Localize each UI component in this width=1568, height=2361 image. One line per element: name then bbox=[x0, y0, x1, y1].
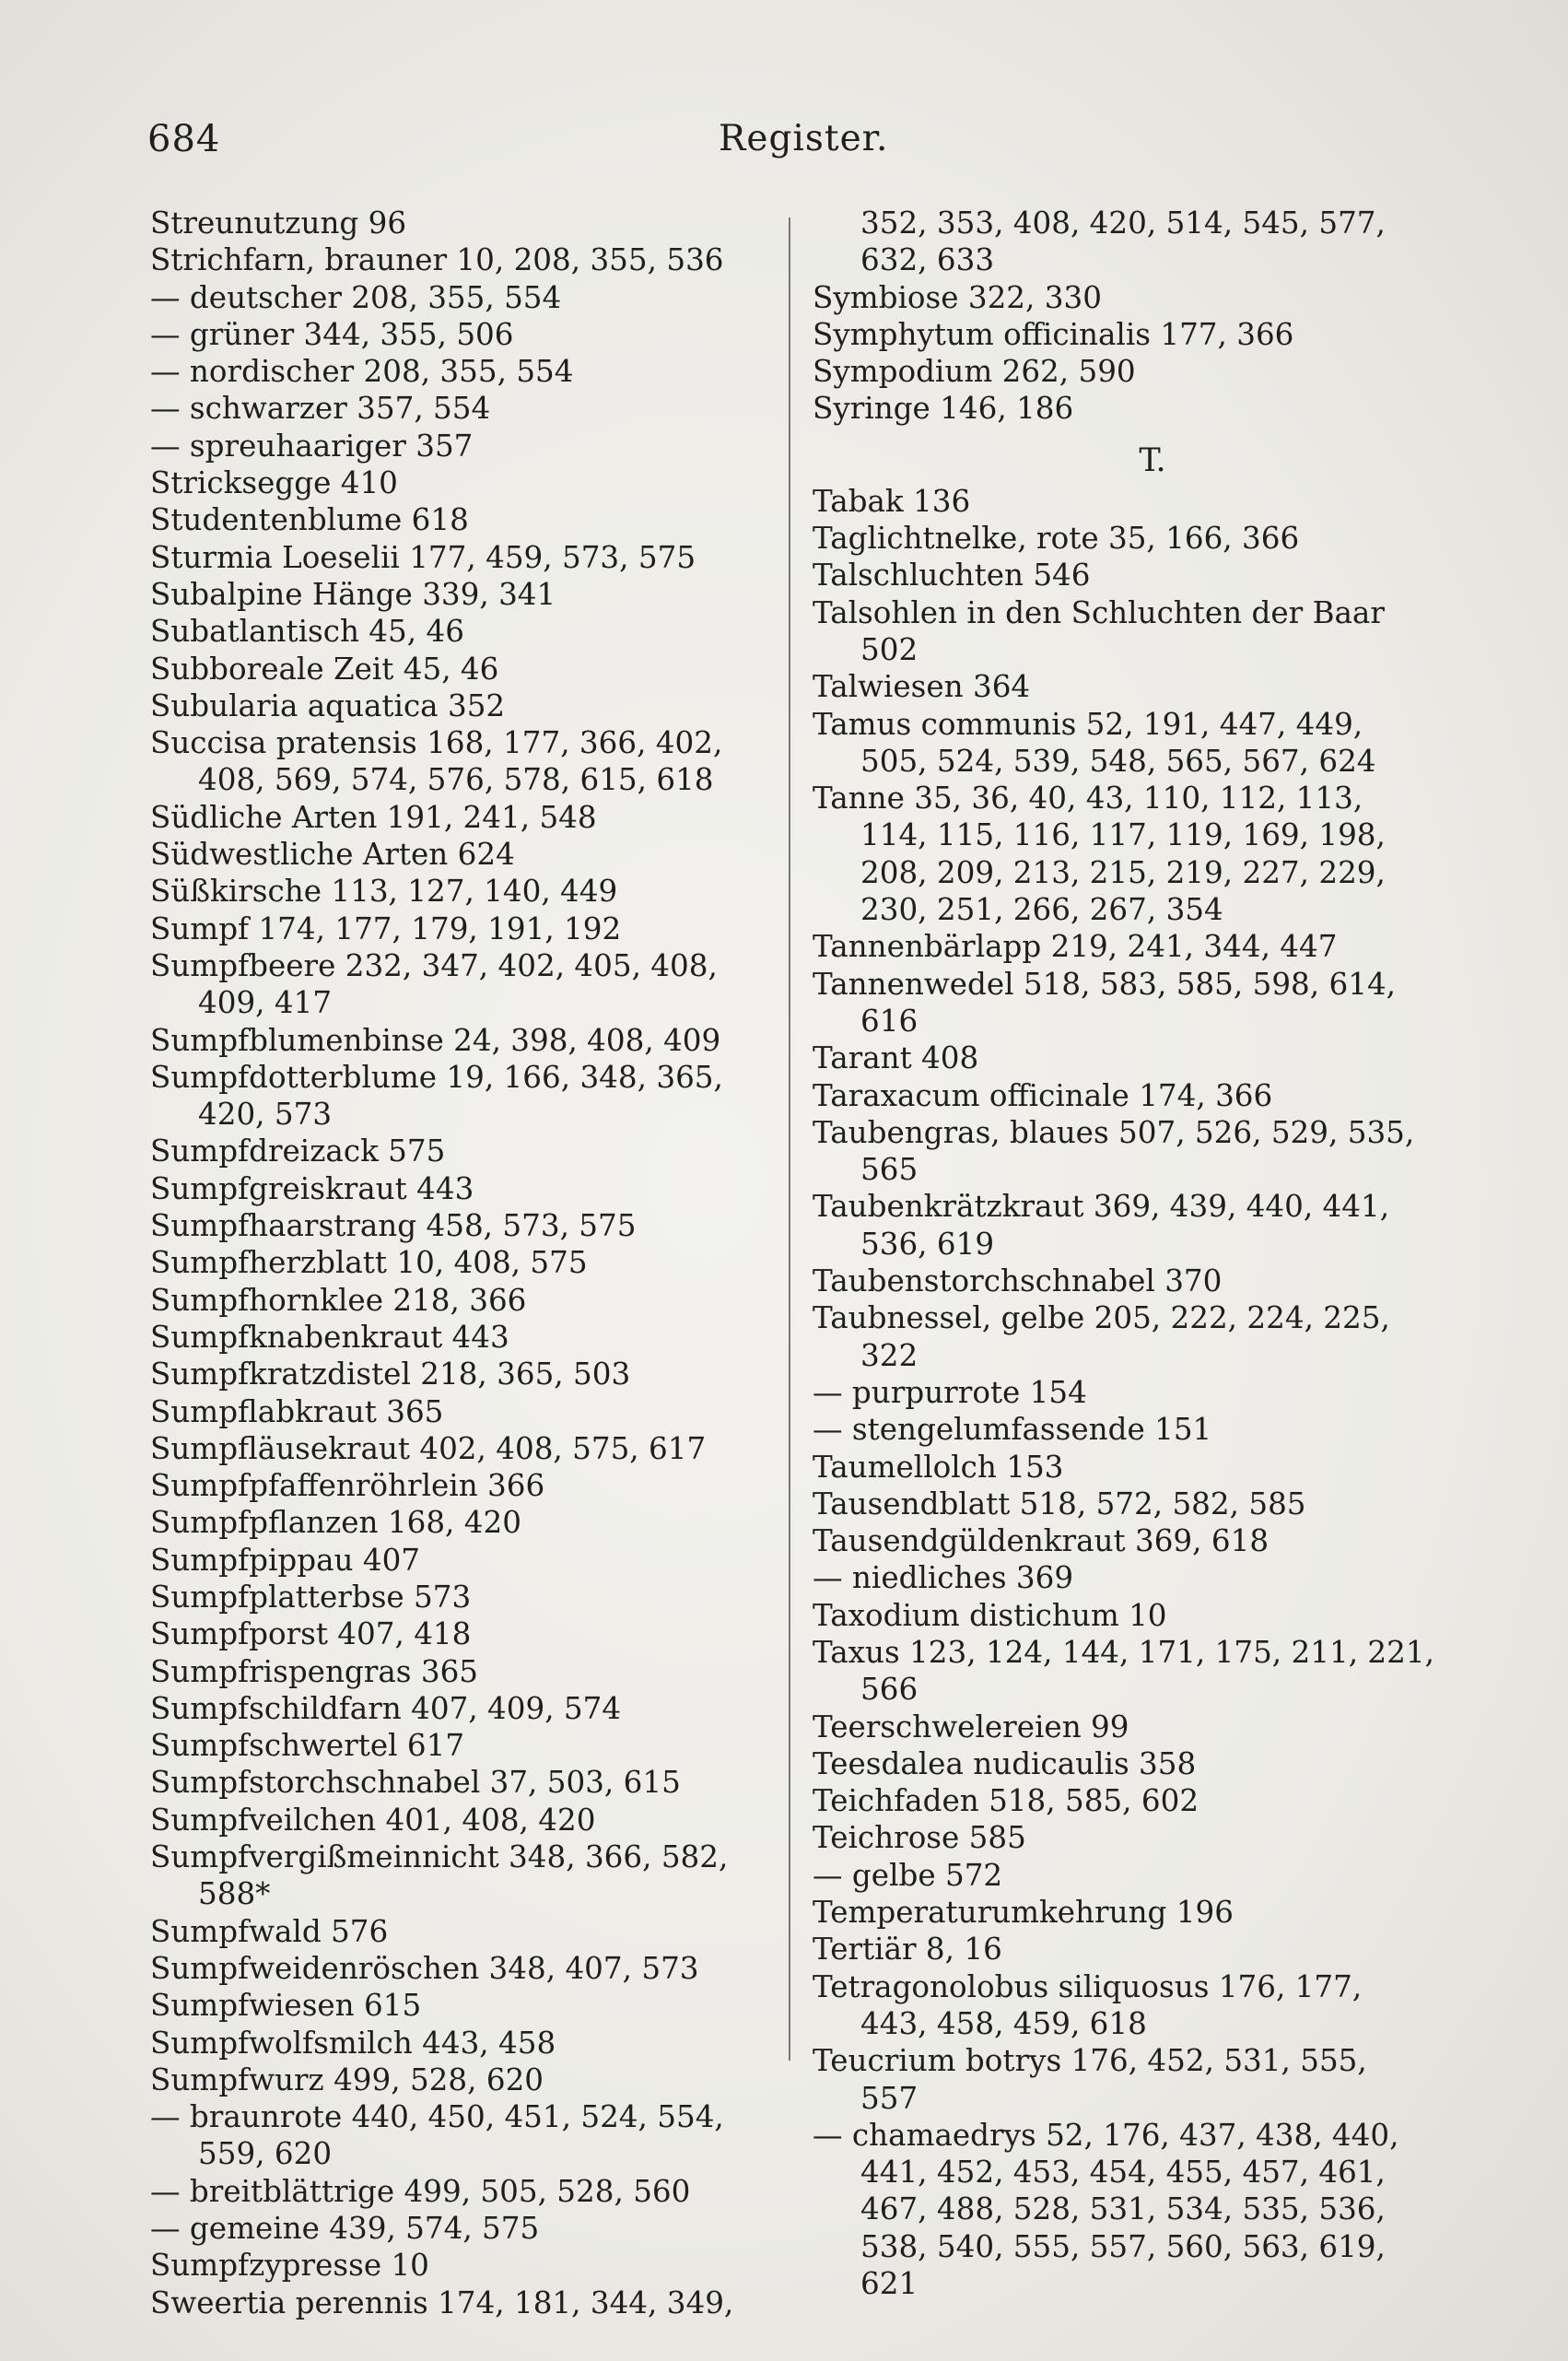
index-entry: Syringe 146, 186 bbox=[813, 391, 1074, 427]
index-entry-continuation: 632, 633 bbox=[860, 242, 995, 278]
index-column-left bbox=[150, 205, 758, 2321]
index-entry: Symbiose 322, 330 bbox=[813, 279, 1102, 315]
index-entry-continuation: 621 bbox=[860, 2266, 919, 2302]
index-entry: Stricksegge 410 bbox=[150, 465, 398, 501]
index-entry: Streunutzung 96 bbox=[150, 206, 407, 241]
index-entry: Taxus 123, 124, 144, 171, 175, 211, 221, bbox=[813, 1634, 1434, 1670]
index-entry: Teichrose 585 bbox=[813, 1820, 1026, 1856]
index-entry: Sumpfhaarstrang 458, 573, 575 bbox=[150, 1208, 637, 1244]
index-entry: — nordischer 208, 355, 554 bbox=[150, 354, 574, 390]
index-entry-continuation: 536, 619 bbox=[860, 1226, 995, 1262]
index-entry: Symphytum officinalis 177, 366 bbox=[813, 316, 1294, 352]
index-entry-continuation: 208, 209, 213, 215, 219, 227, 229, bbox=[860, 854, 1386, 890]
index-entry: Talwiesen 364 bbox=[813, 669, 1031, 705]
index-entry: Tarant 408 bbox=[813, 1040, 979, 1076]
index-entry-continuation: 352, 353, 408, 420, 514, 545, 577, bbox=[860, 206, 1386, 241]
page-header bbox=[147, 118, 1437, 173]
index-entry-continuation: 420, 573 bbox=[198, 1097, 333, 1133]
index-entry: Sumpfplatterbse 573 bbox=[150, 1579, 472, 1615]
index-entry: Sumpfhornklee 218, 366 bbox=[150, 1282, 527, 1318]
section-letter-heading: T. bbox=[1139, 441, 1166, 479]
index-entry: Sumpfläusekraut 402, 408, 575, 617 bbox=[150, 1430, 707, 1466]
index-entry-continuation: 230, 251, 266, 267, 354 bbox=[860, 892, 1223, 928]
index-entry-continuation: 538, 540, 555, 557, 560, 563, 619, bbox=[860, 2228, 1386, 2264]
index-entry: Sumpfstorchschnabel 37, 503, 615 bbox=[150, 1765, 681, 1801]
index-entry: Sumpflabkraut 365 bbox=[150, 1393, 444, 1429]
index-entry: — stengelumfassende 151 bbox=[813, 1412, 1212, 1448]
index-entry-continuation: 566 bbox=[860, 1672, 919, 1708]
column-divider bbox=[789, 217, 790, 2061]
index-entry: Tetragonolobus siliquosus 176, 177, bbox=[813, 1968, 1363, 2004]
index-entry: Sumpfbeere 232, 347, 402, 405, 408, bbox=[150, 947, 718, 983]
running-title: Register. bbox=[719, 118, 889, 159]
index-entry: Sumpfschildfarn 407, 409, 574 bbox=[150, 1690, 622, 1726]
index-entry: Taxodium distichum 10 bbox=[813, 1597, 1167, 1633]
index-entry: Tannenbärlapp 219, 241, 344, 447 bbox=[813, 929, 1338, 965]
index-entry: Taumellolch 153 bbox=[813, 1449, 1064, 1485]
index-entry-continuation: 408, 569, 574, 576, 578, 615, 618 bbox=[198, 762, 714, 798]
index-entry: — gelbe 572 bbox=[813, 1857, 1003, 1893]
index-entry: Taubenstorchschnabel 370 bbox=[813, 1263, 1223, 1299]
index-entry: Sumpfherzblatt 10, 408, 575 bbox=[150, 1245, 588, 1281]
index-entry: — purpurrote 154 bbox=[813, 1374, 1087, 1410]
index-entry-continuation: 502 bbox=[860, 631, 919, 667]
index-entry: Taubengras, blaues 507, 526, 529, 535, bbox=[813, 1114, 1415, 1150]
index-entry: Sympodium 262, 590 bbox=[813, 354, 1136, 390]
index-entry: Subularia aquatica 352 bbox=[150, 687, 506, 723]
page-number: 684 bbox=[147, 118, 221, 160]
index-entry: Sumpfdotterblume 19, 166, 348, 365, bbox=[150, 1059, 723, 1095]
index-entry: — gemeine 439, 574, 575 bbox=[150, 2211, 540, 2247]
index-entry: Talschluchten 546 bbox=[813, 558, 1091, 593]
index-entry: Sumpfwurz 499, 528, 620 bbox=[150, 2061, 544, 2097]
index-entry: Taubenkrätzkraut 369, 439, 440, 441, bbox=[813, 1189, 1390, 1225]
index-entry-continuation: 441, 452, 453, 454, 455, 457, 461, bbox=[860, 2155, 1386, 2191]
index-entry: Sumpf 174, 177, 179, 191, 192 bbox=[150, 910, 622, 946]
index-entry: Tausendgüldenkraut 369, 618 bbox=[813, 1523, 1270, 1559]
index-entry-continuation: 588* bbox=[198, 1876, 271, 1912]
index-column-right bbox=[813, 205, 1434, 2302]
index-entry: Tanne 35, 36, 40, 43, 110, 112, 113, bbox=[813, 781, 1363, 816]
index-entry: Sumpfpfaffenröhrlein 366 bbox=[150, 1468, 545, 1504]
index-entry: Sumpfkratzdistel 218, 365, 503 bbox=[150, 1357, 631, 1392]
index-entry: Tabak 136 bbox=[813, 483, 971, 519]
index-entry: Südwestliche Arten 624 bbox=[150, 837, 515, 873]
index-entry: Studentenblume 618 bbox=[150, 502, 469, 538]
index-entry: Teerschwelereien 99 bbox=[813, 1709, 1129, 1744]
index-entry: Succisa pratensis 168, 177, 366, 402, bbox=[150, 725, 723, 761]
index-entry-continuation: 559, 620 bbox=[198, 2136, 333, 2172]
index-entry: Strichfarn, brauner 10, 208, 355, 536 bbox=[150, 242, 724, 278]
index-entry: Sumpfblumenbinse 24, 398, 408, 409 bbox=[150, 1022, 721, 1058]
index-entry: Subalpine Hänge 339, 341 bbox=[150, 576, 556, 612]
index-entry: Tamus communis 52, 191, 447, 449, bbox=[813, 706, 1363, 742]
index-entry-continuation: 409, 417 bbox=[198, 985, 333, 1021]
index-entry: — breitblättrige 499, 505, 528, 560 bbox=[150, 2173, 691, 2209]
index-entry: Teichfaden 518, 585, 602 bbox=[813, 1783, 1199, 1819]
index-entry-continuation: 114, 115, 116, 117, 119, 169, 198, bbox=[860, 817, 1386, 853]
index-entry: Sumpfdreizack 575 bbox=[150, 1134, 446, 1169]
index-entry: Sumpfrispengras 365 bbox=[150, 1653, 479, 1689]
index-entry-continuation: 467, 488, 528, 531, 534, 535, 536, bbox=[860, 2191, 1386, 2227]
index-entry: Subboreale Zeit 45, 46 bbox=[150, 651, 499, 687]
index-entry: Sweertia perennis 174, 181, 344, 349, bbox=[150, 2285, 734, 2320]
index-entry: Südliche Arten 191, 241, 548 bbox=[150, 799, 597, 835]
index-entry: Sumpfvergißmeinnicht 348, 366, 582, bbox=[150, 1839, 729, 1875]
index-entry: Talsohlen in den Schluchten der Baar bbox=[813, 594, 1385, 630]
index-entry: Sumpfveilchen 401, 408, 420 bbox=[150, 1802, 596, 1838]
index-entry: Sumpfzypresse 10 bbox=[150, 2248, 429, 2284]
index-entry-continuation: 565 bbox=[860, 1152, 919, 1188]
index-entry: Sumpfwald 576 bbox=[150, 1913, 389, 1949]
index-entry: Sumpfweidenröschen 348, 407, 573 bbox=[150, 1950, 699, 1986]
index-entry: Sturmia Loeselii 177, 459, 573, 575 bbox=[150, 539, 696, 575]
index-entry: Sumpfpippau 407 bbox=[150, 1542, 421, 1578]
index-entry-continuation: 616 bbox=[860, 1003, 919, 1039]
index-entry: Taglichtnelke, rote 35, 166, 366 bbox=[813, 521, 1300, 557]
index-entry: Sumpfwolfsmilch 443, 458 bbox=[150, 2025, 556, 2061]
index-entry: Sumpfwiesen 615 bbox=[150, 1988, 422, 2024]
index-entry: Tausendblatt 518, 572, 582, 585 bbox=[813, 1486, 1306, 1521]
index-entry: Taubnessel, gelbe 205, 222, 224, 225, bbox=[813, 1300, 1390, 1336]
index-entry: — grüner 344, 355, 506 bbox=[150, 316, 514, 352]
index-entry: — deutscher 208, 355, 554 bbox=[150, 279, 562, 315]
index-entry-continuation: 557 bbox=[860, 2080, 919, 2116]
index-group-t bbox=[813, 483, 1434, 2303]
index-entry: Tertiär 8, 16 bbox=[813, 1932, 1002, 1968]
index-entry: Tannenwedel 518, 583, 585, 598, 614, bbox=[813, 966, 1397, 1002]
index-entry-continuation: 322 bbox=[860, 1337, 919, 1373]
index-entry: Teucrium botrys 176, 452, 531, 555, bbox=[813, 2043, 1367, 2079]
index-entry: Sumpfporst 407, 418 bbox=[150, 1616, 472, 1652]
index-entry-continuation: 443, 458, 459, 618 bbox=[860, 2005, 1147, 2041]
index-entry: Teesdalea nudicaulis 358 bbox=[813, 1745, 1197, 1781]
index-entry: Sumpfschwertel 617 bbox=[150, 1728, 465, 1764]
index-entry: — niedliches 369 bbox=[813, 1560, 1074, 1596]
index-entry: Süßkirsche 113, 127, 140, 449 bbox=[150, 874, 618, 910]
index-entry: Sumpfknabenkraut 443 bbox=[150, 1319, 509, 1355]
index-entry: — chamaedrys 52, 176, 437, 438, 440, bbox=[813, 2117, 1399, 2153]
index-entry: — braunrote 440, 450, 451, 524, 554, bbox=[150, 2099, 724, 2135]
index-entry: — schwarzer 357, 554 bbox=[150, 391, 491, 427]
index-entry-continuation: 505, 524, 539, 548, 565, 567, 624 bbox=[860, 743, 1376, 779]
index-group-s-continued bbox=[813, 205, 1428, 428]
index-entry: Sumpfpflanzen 168, 420 bbox=[150, 1505, 521, 1541]
index-entry: Temperaturumkehrung 196 bbox=[813, 1895, 1234, 1931]
index-entry: — spreuhaariger 357 bbox=[150, 428, 474, 464]
index-entry: Taraxacum officinale 174, 366 bbox=[813, 1077, 1273, 1113]
index-entry: Sumpfgreiskraut 443 bbox=[150, 1170, 474, 1206]
index-entry: Subatlantisch 45, 46 bbox=[150, 614, 464, 650]
